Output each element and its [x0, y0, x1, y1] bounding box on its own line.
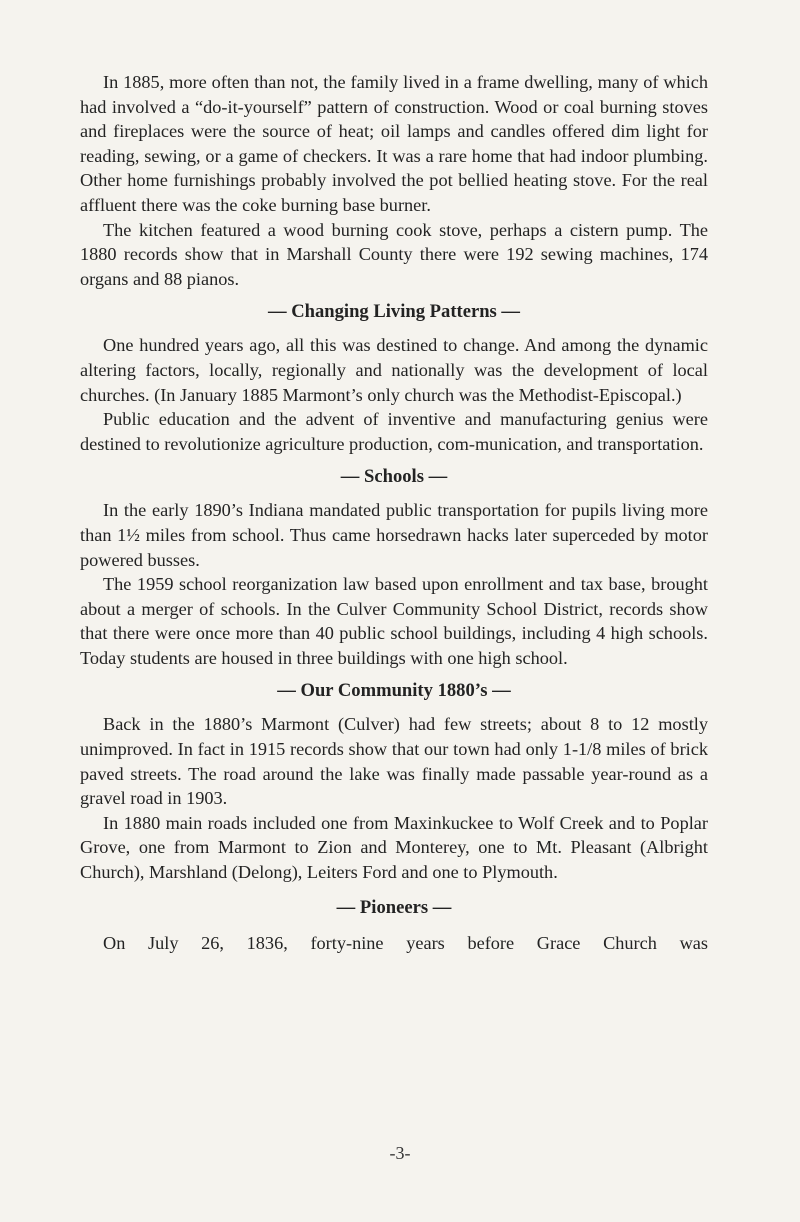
paragraph-early-1890s: In the early 1890’s Indiana mandated public transportation for pupils living more than 1½ miles from school. Thus came horsedrawn hacks later superceded by motor powered busses. [80, 500, 708, 570]
heading-pioneers: — Pioneers — [336, 896, 452, 918]
heading-schools: — Schools — [340, 466, 448, 488]
paragraph-hundred-years-ago: One hundred years ago, all this was destined to change. And among the dynamic altering factors, locally, regionally and nationally was the development of local churches. (In January 1885 Marmont’s only church was the Methodist-Episcopal.) [80, 335, 708, 405]
paragraph-1959-reorganization: The 1959 school reorganization law based upon enrollment and tax base, brought about a merger of schools. In the Culver Community School District, records show that there were once more than 40 public school buildings, including 4 high schools. Today students are housed in three buildings with one high school. [80, 574, 708, 668]
heading-our-community: — Our Community 1880’s — [277, 680, 511, 702]
paragraph-main-roads: In 1880 main roads included one from Maxinkuckee to Wolf Creek and to Poplar Grove, one from Marmont to Zion and Monterey, one to Mt. Pleasant (Albright Church), Marshland (Delong), Leiters Ford and one to Plymouth. [80, 812, 708, 883]
document-body [80, 70, 708, 955]
paragraph-public-education: Public education and the advent of inventive and manufacturing genius were destined to revolutionize agriculture production, com-munication, and transportation. [80, 409, 708, 454]
paragraph-kitchen: The kitchen featured a wood burning cook stove, perhaps a cistern pump. The 1880 records show that in Marshall County there were 192 sewing machines, 174 organs and 88 pianos. [80, 219, 708, 289]
paragraph-marmont-streets: Back in the 1880’s Marmont (Culver) had few streets; about 8 to 12 mostly unimproved. In fact in 1915 records show that our town had only 1-1/8 miles of brick paved streets. The road around the lake was finally made passable year-round as a gravel road in 1903. [80, 714, 708, 809]
paragraph-july-1836: On July 26, 1836, forty-nine years before Grace Church was [103, 932, 708, 953]
page-number: -3- [389, 1143, 411, 1163]
heading-changing-living-patterns: — Changing Living Patterns — [267, 301, 521, 323]
paragraph-family-dwelling: In 1885, more often than not, the family lived in a frame dwelling, many of which had involved a “do-it-yourself” pattern of construction. Wood or coal burning stoves and fireplaces were the source of heat; oil lamps and candles offered dim light for reading, sewing, or a game of checkers. It was a rare home that had indoor plumbing. Other home furnishings probably involved the pot bellied heating stove. For the real affluent there was the coke burning base burner. [80, 72, 708, 215]
